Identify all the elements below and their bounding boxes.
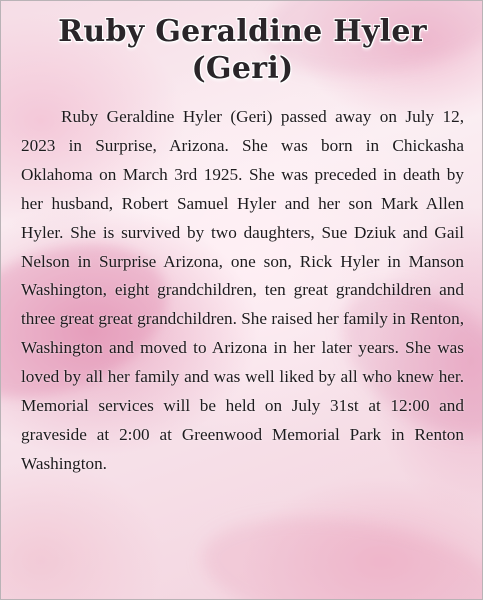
title-nickname: (Geri) (191, 51, 294, 86)
obituary-title (1, 13, 483, 87)
obituary-body-text: Ruby Geraldine Hyler (Geri) passed away on July 12, 2023 in Surprise, Arizona. She was born in Chickasha Oklahoma on March 3rd 1925. She was preceded in death by her husband, Robert Samuel Hyler and her son Mark Allen Hyler. She is survived by two daughters, Sue Dziuk and Gail Nelson in Surprise Arizona, one son, Rick Hyler in Manson Washington, eight grandchildren, ten great grandchildren and three great great grandchildren. She raised her family in Renton, Washington and moved to Arizona in her later years. She was loved by all her family and was well liked by all who knew her. Memorial services will be held on July 31st at 12:00 and graveside at 2:00 at Greenwood Memorial Park in Renton Washington. (21, 107, 464, 473)
petal-background-shape (195, 501, 483, 600)
title-name: Ruby Geraldine Hyler (58, 14, 427, 49)
